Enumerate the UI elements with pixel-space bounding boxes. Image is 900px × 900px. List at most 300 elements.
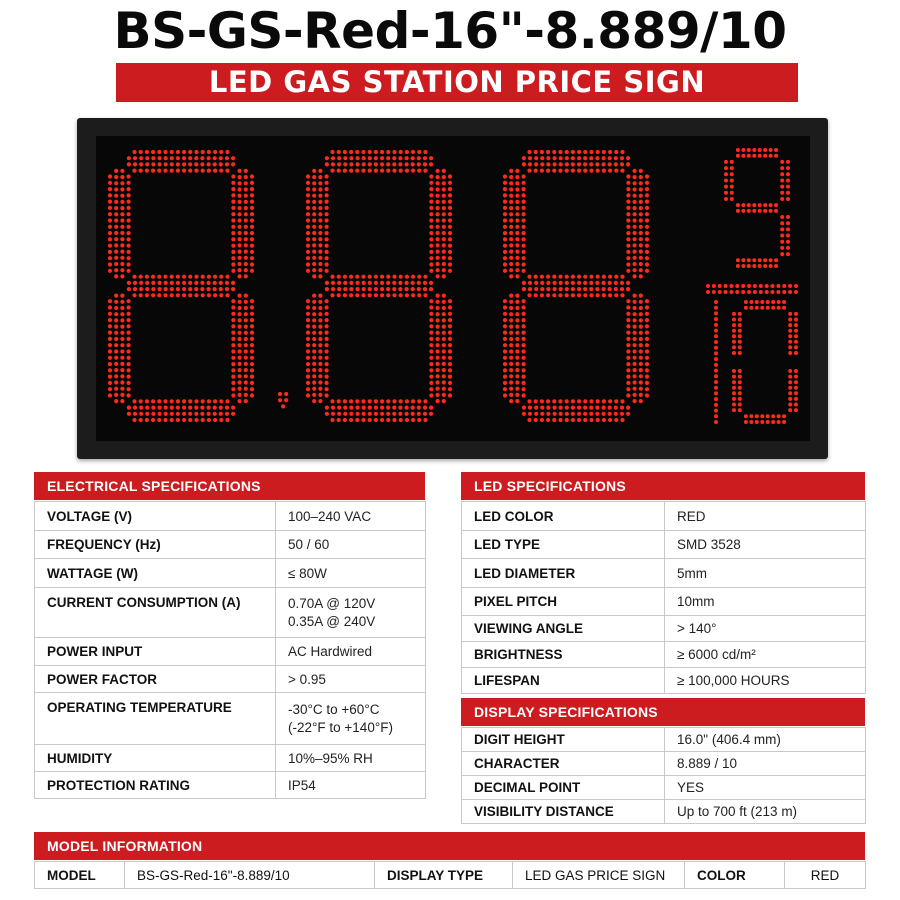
led-dot	[645, 305, 649, 309]
led-dot	[244, 181, 248, 185]
led-dot	[231, 343, 235, 347]
led-dot	[522, 206, 526, 210]
led-dot	[633, 274, 637, 278]
led-dot	[318, 187, 322, 191]
led-dot	[219, 418, 223, 422]
led-dot	[602, 412, 606, 416]
led-dot	[312, 318, 316, 322]
led-dot	[522, 362, 526, 366]
led-dot	[714, 317, 718, 321]
led-dot	[583, 275, 587, 279]
led-dot	[782, 414, 786, 418]
led-dot	[392, 150, 396, 154]
led-dot	[714, 374, 718, 378]
led-dot	[534, 399, 538, 403]
led-dot	[120, 399, 124, 403]
led-dot	[527, 399, 531, 403]
led-dot	[602, 156, 606, 160]
led-dot	[213, 162, 217, 166]
led-dot	[225, 150, 229, 154]
led-dot	[571, 412, 575, 416]
led-dot	[442, 318, 446, 322]
led-dot	[127, 393, 131, 397]
led-dot	[417, 156, 421, 160]
led-dot	[620, 293, 624, 297]
led-dot	[639, 300, 643, 304]
led-dot	[724, 166, 728, 170]
led-dot	[752, 264, 756, 268]
led-dot	[780, 252, 784, 256]
spec-value: > 140°	[665, 616, 866, 642]
led-dot	[238, 256, 242, 260]
led-dot	[741, 264, 745, 268]
led-dot	[127, 331, 131, 335]
led-dot	[386, 150, 390, 154]
led-dot	[515, 368, 519, 372]
led-dot	[194, 169, 198, 173]
spec-value	[276, 588, 426, 638]
led-dot	[732, 351, 736, 355]
led-dot	[503, 237, 507, 241]
led-dot	[318, 256, 322, 260]
led-dot	[349, 399, 353, 403]
led-dot	[626, 343, 630, 347]
led-dot	[614, 406, 618, 410]
led-dot	[436, 181, 440, 185]
led-dot	[732, 408, 736, 412]
led-dot	[626, 237, 630, 241]
led-dot	[509, 181, 513, 185]
led-dot	[639, 349, 643, 353]
led-dot	[127, 349, 131, 353]
led-dot	[522, 269, 526, 273]
led-dot	[244, 374, 248, 378]
led-dot	[583, 412, 587, 416]
led-dot	[777, 300, 781, 304]
led-dot	[633, 312, 637, 316]
led-dot	[626, 368, 630, 372]
led-dot	[528, 412, 532, 416]
led-dot	[558, 169, 562, 173]
led-dot	[448, 312, 452, 316]
led-dot	[747, 284, 751, 288]
led-dot	[614, 399, 618, 403]
led-dot	[515, 175, 519, 179]
led-dot	[583, 281, 587, 285]
led-dot	[318, 181, 322, 185]
led-dot	[411, 281, 415, 285]
led-dot	[225, 418, 229, 422]
led-dot	[645, 393, 649, 397]
product-subtitle: LED GAS STATION PRICE SIGN	[208, 65, 706, 99]
led-dot	[133, 406, 137, 410]
spec-row	[35, 588, 426, 638]
led-dot	[577, 275, 581, 279]
led-dot	[626, 162, 630, 166]
led-dot	[442, 374, 446, 378]
led-dot	[633, 356, 637, 360]
led-dot	[589, 162, 593, 166]
led-dot	[626, 174, 630, 178]
led-dot	[306, 269, 310, 273]
led-dot	[114, 374, 118, 378]
led-dot	[238, 231, 242, 235]
display-type-value: LED GAS PRICE SIGN	[513, 862, 685, 889]
led-dot	[763, 209, 767, 213]
led-dot	[509, 325, 513, 329]
led-dot	[127, 269, 131, 273]
led-dot	[145, 150, 149, 154]
led-dot	[318, 218, 322, 222]
led-dot	[522, 349, 526, 353]
led-specs-header: LED SPECIFICATIONS	[461, 472, 865, 500]
spec-value	[276, 693, 426, 745]
led-dot	[565, 275, 569, 279]
led-dot	[244, 262, 248, 266]
led-dot	[392, 156, 396, 160]
led-dot	[120, 331, 124, 335]
led-dot	[244, 200, 248, 204]
led-dot	[182, 293, 186, 297]
led-dot	[278, 392, 282, 396]
led-dot	[509, 225, 513, 229]
led-dot	[133, 156, 137, 160]
led-dot	[108, 181, 112, 185]
led-dot	[380, 156, 384, 160]
spec-row	[35, 693, 426, 745]
led-dot	[442, 256, 446, 260]
led-dot	[760, 420, 764, 424]
led-dot	[626, 181, 630, 185]
led-dot	[374, 162, 378, 166]
led-dot	[250, 181, 254, 185]
led-dot	[238, 374, 242, 378]
led-dot	[176, 418, 180, 422]
led-dot	[250, 368, 254, 372]
led-dot	[127, 262, 131, 266]
led-dot	[312, 274, 316, 278]
led-dot	[201, 293, 205, 297]
led-dot	[120, 300, 124, 304]
led-dot	[108, 375, 112, 379]
led-dot	[362, 162, 366, 166]
led-dot	[318, 343, 322, 347]
led-dot	[714, 369, 718, 373]
led-dot	[782, 290, 786, 294]
led-dot	[788, 323, 792, 327]
led-dot	[325, 312, 329, 316]
spec-value-line: (-22°F to +140°F)	[288, 719, 393, 735]
led-dot	[565, 293, 569, 297]
led-dot	[108, 305, 112, 309]
led-dot	[207, 281, 211, 285]
led-dot	[448, 206, 452, 210]
led-dot	[231, 244, 235, 248]
led-dot	[436, 349, 440, 353]
led-dot	[738, 312, 742, 316]
led-dot	[503, 387, 507, 391]
led-dot	[749, 420, 753, 424]
led-dot	[565, 399, 569, 403]
led-dot	[442, 218, 446, 222]
led-dot	[231, 231, 235, 235]
led-dot	[730, 197, 734, 201]
led-dot	[515, 218, 519, 222]
spec-value: ≥ 100,000 HOURS	[665, 668, 866, 694]
led-dot	[188, 412, 192, 416]
led-dot	[794, 386, 798, 390]
led-dot	[170, 418, 174, 422]
led-dot	[515, 187, 519, 191]
led-dot	[386, 406, 390, 410]
model-label: MODEL	[35, 862, 125, 889]
led-dot	[522, 375, 526, 379]
led-dot	[645, 356, 649, 360]
led-dot	[626, 356, 630, 360]
led-dot	[411, 162, 415, 166]
led-dot	[306, 231, 310, 235]
led-dot	[386, 281, 390, 285]
led-dot	[139, 150, 143, 154]
led-dot	[503, 337, 507, 341]
led-dot	[139, 293, 143, 297]
led-dot	[114, 243, 118, 247]
led-dot	[108, 212, 112, 216]
led-dot	[794, 380, 798, 384]
led-dot	[368, 287, 372, 291]
led-dot	[238, 318, 242, 322]
led-dot	[306, 250, 310, 254]
led-dot	[362, 287, 366, 291]
led-dot	[108, 381, 112, 385]
spec-label: LED DIAMETER	[462, 559, 665, 588]
led-dot	[614, 418, 618, 422]
led-dot	[442, 393, 446, 397]
electrical-specs-table	[34, 501, 426, 799]
led-dot	[589, 293, 593, 297]
led-dot	[238, 274, 242, 278]
led-dot	[788, 318, 792, 322]
led-dot	[325, 218, 329, 222]
led-dot	[213, 399, 217, 403]
led-dot	[503, 299, 507, 303]
led-dot	[238, 181, 242, 185]
led-dot	[219, 150, 223, 154]
led-dot	[132, 169, 136, 173]
led-dot	[343, 293, 347, 297]
led-dot	[714, 380, 718, 384]
led-dot	[349, 281, 353, 285]
spec-value: 10mm	[665, 588, 866, 616]
led-dot	[306, 237, 310, 241]
led-dot	[356, 287, 360, 291]
led-dot	[411, 293, 415, 297]
led-dot	[244, 300, 248, 304]
led-dot	[741, 284, 745, 288]
led-dot	[503, 381, 507, 385]
led-dot	[429, 381, 433, 385]
led-dot	[429, 237, 433, 241]
led-dot	[325, 331, 329, 335]
led-dot	[515, 250, 519, 254]
led-dot	[645, 206, 649, 210]
led-dot	[780, 240, 784, 244]
led-dot	[356, 156, 360, 160]
led-dot	[534, 287, 538, 291]
led-dot	[417, 162, 421, 166]
led-dot	[380, 418, 384, 422]
led-dot	[250, 212, 254, 216]
led-dot	[392, 287, 396, 291]
led-dot	[120, 356, 124, 360]
led-dot	[139, 412, 143, 416]
led-dot	[120, 306, 124, 310]
led-dot	[337, 156, 341, 160]
led-dot	[626, 244, 630, 248]
led-dot	[127, 212, 131, 216]
led-dot	[645, 237, 649, 241]
led-dot	[639, 374, 643, 378]
led-dot	[755, 414, 759, 418]
led-dot	[639, 387, 643, 391]
led-dot	[780, 172, 784, 176]
led-dot	[386, 287, 390, 291]
led-dot	[405, 418, 409, 422]
led-dot	[436, 387, 440, 391]
led-dot	[219, 287, 223, 291]
led-dot	[436, 175, 440, 179]
led-dot	[626, 281, 630, 285]
led-dot	[213, 412, 217, 416]
led-dot	[114, 387, 118, 391]
led-dot	[732, 391, 736, 395]
led-specs-panel	[461, 472, 865, 694]
led-dot	[225, 293, 229, 297]
led-dot	[231, 368, 235, 372]
spec-row	[35, 531, 426, 559]
led-dot	[127, 250, 131, 254]
spec-value: ≥ 6000 cd/m²	[665, 642, 866, 668]
led-dot	[527, 418, 531, 422]
led-dot	[318, 356, 322, 360]
led-dot	[515, 274, 519, 278]
led-dot	[782, 420, 786, 424]
spec-row	[462, 588, 866, 616]
led-dot	[503, 362, 507, 366]
led-dot	[620, 399, 624, 403]
led-dot	[738, 329, 742, 333]
led-dot	[565, 162, 569, 166]
led-dot	[405, 287, 409, 291]
led-dot	[546, 162, 550, 166]
led-dot	[760, 300, 764, 304]
led-dot	[120, 206, 124, 210]
led-dot	[515, 200, 519, 204]
led-dot	[170, 162, 174, 166]
led-dot	[633, 243, 637, 247]
led-dot	[325, 231, 329, 235]
led-dot	[306, 193, 310, 197]
led-dot	[108, 174, 112, 178]
led-dot	[436, 300, 440, 304]
led-dot	[515, 331, 519, 335]
led-dot	[738, 318, 742, 322]
led-dot	[349, 156, 353, 160]
led-dot	[509, 237, 513, 241]
led-dot	[207, 275, 211, 279]
led-dot	[714, 323, 718, 327]
led-dot	[747, 264, 751, 268]
led-dot	[114, 231, 118, 235]
led-dot	[522, 256, 526, 260]
led-dot	[448, 200, 452, 204]
led-dot	[429, 362, 433, 366]
led-dot	[436, 380, 440, 384]
led-dot	[626, 206, 630, 210]
led-dot	[706, 290, 710, 294]
led-dot	[306, 181, 310, 185]
led-dot	[639, 169, 643, 173]
led-dot	[515, 225, 519, 229]
led-dot	[626, 250, 630, 254]
led-dot	[361, 275, 365, 279]
spec-value-line: -30°C to +60°C	[288, 701, 380, 717]
led-dot	[120, 380, 124, 384]
led-dot	[380, 293, 384, 297]
led-dot	[411, 156, 415, 160]
led-dot	[509, 250, 513, 254]
led-dot	[182, 418, 186, 422]
led-dot	[509, 218, 513, 222]
led-dot	[392, 162, 396, 166]
led-dot	[442, 243, 446, 247]
led-dot	[238, 169, 242, 173]
led-dot	[330, 418, 334, 422]
led-dot	[741, 154, 745, 158]
led-dot	[714, 397, 718, 401]
led-dot	[219, 293, 223, 297]
led-dot	[392, 412, 396, 416]
led-dot	[250, 269, 254, 273]
led-dot	[318, 300, 322, 304]
led-dot	[238, 306, 242, 310]
led-dot	[417, 293, 421, 297]
led-dot	[201, 169, 205, 173]
led-dot	[522, 412, 526, 416]
led-dot	[714, 391, 718, 395]
led-dot	[608, 156, 612, 160]
led-dot	[429, 287, 433, 291]
led-dot	[108, 324, 112, 328]
led-dot	[522, 262, 526, 266]
led-dot	[509, 393, 513, 397]
spec-row	[462, 668, 866, 694]
led-dot	[589, 150, 593, 154]
led-dot	[714, 386, 718, 390]
led-dot	[738, 340, 742, 344]
led-dot	[349, 150, 353, 154]
led-dot	[503, 225, 507, 229]
led-dot	[565, 281, 569, 285]
led-dot	[231, 212, 235, 216]
led-dot	[368, 418, 372, 422]
spec-value: 5mm	[665, 559, 866, 588]
led-dot	[577, 287, 581, 291]
spec-value: YES	[665, 776, 866, 800]
led-dot	[442, 175, 446, 179]
led-dot	[714, 420, 718, 424]
led-dot	[782, 300, 786, 304]
